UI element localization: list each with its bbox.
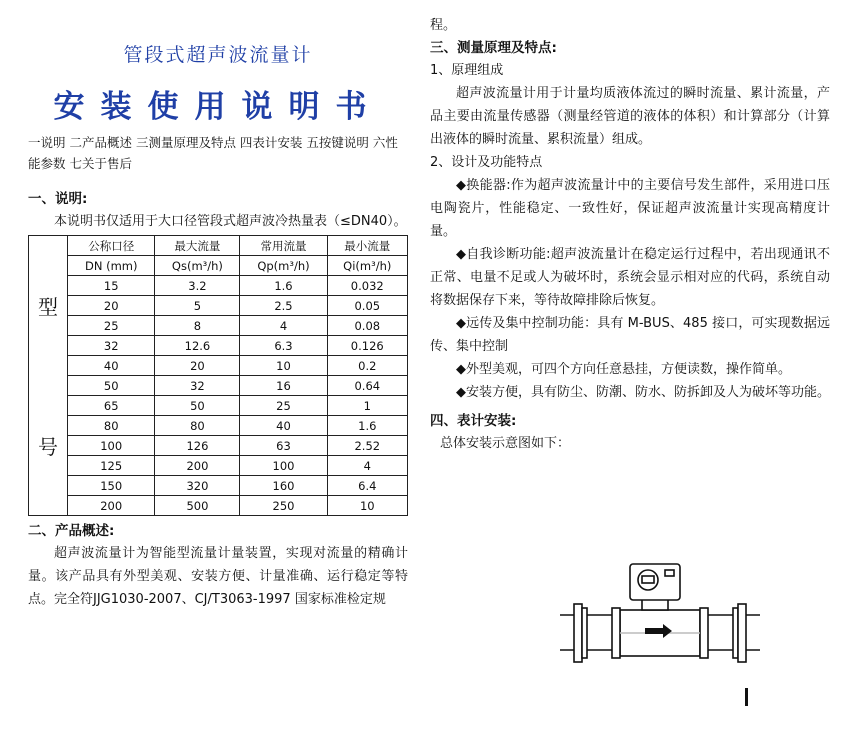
table-cell: 100 [68, 436, 155, 456]
feature-self-diagnosis: ◆自我诊断功能:超声波流量计在稳定运行过程中，若出现通讯不正常、电量不足或人为破坏时，系统会显示相对应的代码，系统自动将数据保存下来，等待故障排除后恢复。 [430, 247, 830, 308]
table-cell: 0.64 [327, 376, 407, 396]
principle-text: 超声波流量计用于计量均质液体流过的瞬时流量、累计流量，产品主要由流量传感器（测量经管道的液体的体积）和计算部分（计算出液体的瞬时流量、累积流量）组成。 [430, 86, 830, 147]
table-row [29, 316, 408, 336]
table-cell: 20 [68, 296, 155, 316]
table-cell: 10 [240, 356, 327, 376]
header-cell: Qs(m³/h) [155, 256, 240, 276]
table-row [29, 276, 408, 296]
table-cell: 125 [68, 456, 155, 476]
table-cell: 4 [327, 456, 407, 476]
table-cell: 0.032 [327, 276, 407, 296]
doc-title: 安装使用说明书 [53, 89, 383, 125]
table-cell: 250 [240, 496, 327, 516]
table-cell: 100 [240, 456, 327, 476]
section-2-title: 二、产品概述: [28, 523, 115, 539]
table-cell: 126 [155, 436, 240, 456]
feature-transducer: ◆换能器:作为超声波流量计中的主要信号发生部件，采用进口压电陶瓷片，性能稳定、一致性好，保证超声波流量计实现高精度计量。 [430, 178, 830, 239]
table-cell: 2.5 [240, 296, 327, 316]
table-row [29, 376, 408, 396]
model-spec-table [28, 235, 408, 516]
meter-flange-left [612, 608, 620, 658]
table-row [29, 436, 408, 456]
table-cell: 1.6 [327, 416, 407, 436]
table-row [29, 496, 408, 516]
doc-subtitle: 管段式超声波流量计 [123, 44, 313, 66]
table-cell: 40 [68, 356, 155, 376]
table-cell: 20 [155, 356, 240, 376]
section-2-text: 超声波流量计为智能型流量计量装置，实现对流量的精确计量。该产品具有外型美观、安装方便、计量准确、运行稳定等特点。完全符JJG1030-2007、CJ/T3063-1997 国家标准检定规 [28, 546, 408, 607]
left-column [28, 40, 408, 611]
table-cell: 15 [68, 276, 155, 296]
feature-remote: ◆远传及集中控制功能：具有 M-BUS、485 接口，可实现数据远传、集中控制 [430, 316, 830, 354]
table-row [29, 296, 408, 316]
table-cell: 320 [155, 476, 240, 496]
table-cell: 0.05 [327, 296, 407, 316]
table-cell: 10 [327, 496, 407, 516]
header-cell: Qi(m³/h) [327, 256, 407, 276]
table-cell: 6.4 [327, 476, 407, 496]
section-4-text: 总体安装示意图如下： [440, 436, 571, 451]
subsection-2-title: 2、设计及功能特点 [430, 155, 543, 170]
feature-appearance: ◆外型美观，可四个方向任意悬挂，方便读数，操作简单。 [456, 362, 791, 377]
subsection-1-title: 1、原理组成 [430, 63, 504, 78]
header-cell: DN (mm) [68, 256, 155, 276]
section-3-title: 三、测量原理及特点: [430, 40, 557, 56]
table-row [29, 356, 408, 376]
table-cell: 32 [68, 336, 155, 356]
model-side-label [29, 236, 68, 516]
table-header-row-2 [29, 256, 408, 276]
table-cell: 25 [240, 396, 327, 416]
page-mark [745, 688, 748, 706]
header-cell: 最小流量 [327, 236, 407, 256]
table-row [29, 336, 408, 356]
table-cell: 8 [155, 316, 240, 336]
table-cell: 500 [155, 496, 240, 516]
table-cell: 16 [240, 376, 327, 396]
table-cell: 65 [68, 396, 155, 416]
side-label-1: 型 [38, 295, 58, 320]
header-cell: 最大流量 [155, 236, 240, 256]
table-cell: 200 [68, 496, 155, 516]
table-cell: 200 [155, 456, 240, 476]
table-cell: 0.2 [327, 356, 407, 376]
section-1-text: 本说明书仅适用于大口径管段式超声波冷热量表（≤DN40）。 [54, 214, 407, 229]
table-cell: 4 [240, 316, 327, 336]
continued-text: 程。 [430, 18, 457, 33]
header-cell: Qp(m³/h) [240, 256, 327, 276]
table-cell: 40 [240, 416, 327, 436]
section-4-title: 四、表计安装: [430, 413, 517, 429]
left-flange [574, 604, 582, 662]
header-cell: 常用流量 [240, 236, 327, 256]
table-cell: 150 [68, 476, 155, 496]
table-cell: 32 [155, 376, 240, 396]
table-row [29, 476, 408, 496]
table-cell: 80 [155, 416, 240, 436]
left-flange-inner [582, 608, 587, 658]
table-cell: 2.52 [327, 436, 407, 456]
table-cell: 3.2 [155, 276, 240, 296]
table-cell: 50 [155, 396, 240, 416]
table-row [29, 396, 408, 416]
table-cell: 160 [240, 476, 327, 496]
section-1-title: 一、说明: [28, 191, 88, 207]
feature-install: ◆安装方便，具有防尘、防潮、防水、防拆卸及人为破坏等功能。 [456, 385, 830, 400]
table-cell: 0.126 [327, 336, 407, 356]
flowmeter-installation-diagram [560, 560, 760, 680]
right-column [430, 14, 830, 455]
right-flange [738, 604, 746, 662]
header-cell: 公称口径 [68, 236, 155, 256]
side-label-2: 号 [38, 434, 58, 459]
table-cell: 80 [68, 416, 155, 436]
table-cell: 12.6 [155, 336, 240, 356]
table-cell: 50 [68, 376, 155, 396]
table-cell: 0.08 [327, 316, 407, 336]
table-cell: 63 [240, 436, 327, 456]
table-cell: 25 [68, 316, 155, 336]
table-cell: 1 [327, 396, 407, 416]
table-of-contents: 一说明 二产品概述 三测量原理及特点 四表计安装 五按键说明 六性能参数 七关于售后 [28, 135, 398, 171]
table-row [29, 416, 408, 436]
table-cell: 6.3 [240, 336, 327, 356]
table-row [29, 456, 408, 476]
table-header-row-1 [29, 236, 408, 256]
meter-flange-right [700, 608, 708, 658]
table-cell: 5 [155, 296, 240, 316]
table-cell: 1.6 [240, 276, 327, 296]
